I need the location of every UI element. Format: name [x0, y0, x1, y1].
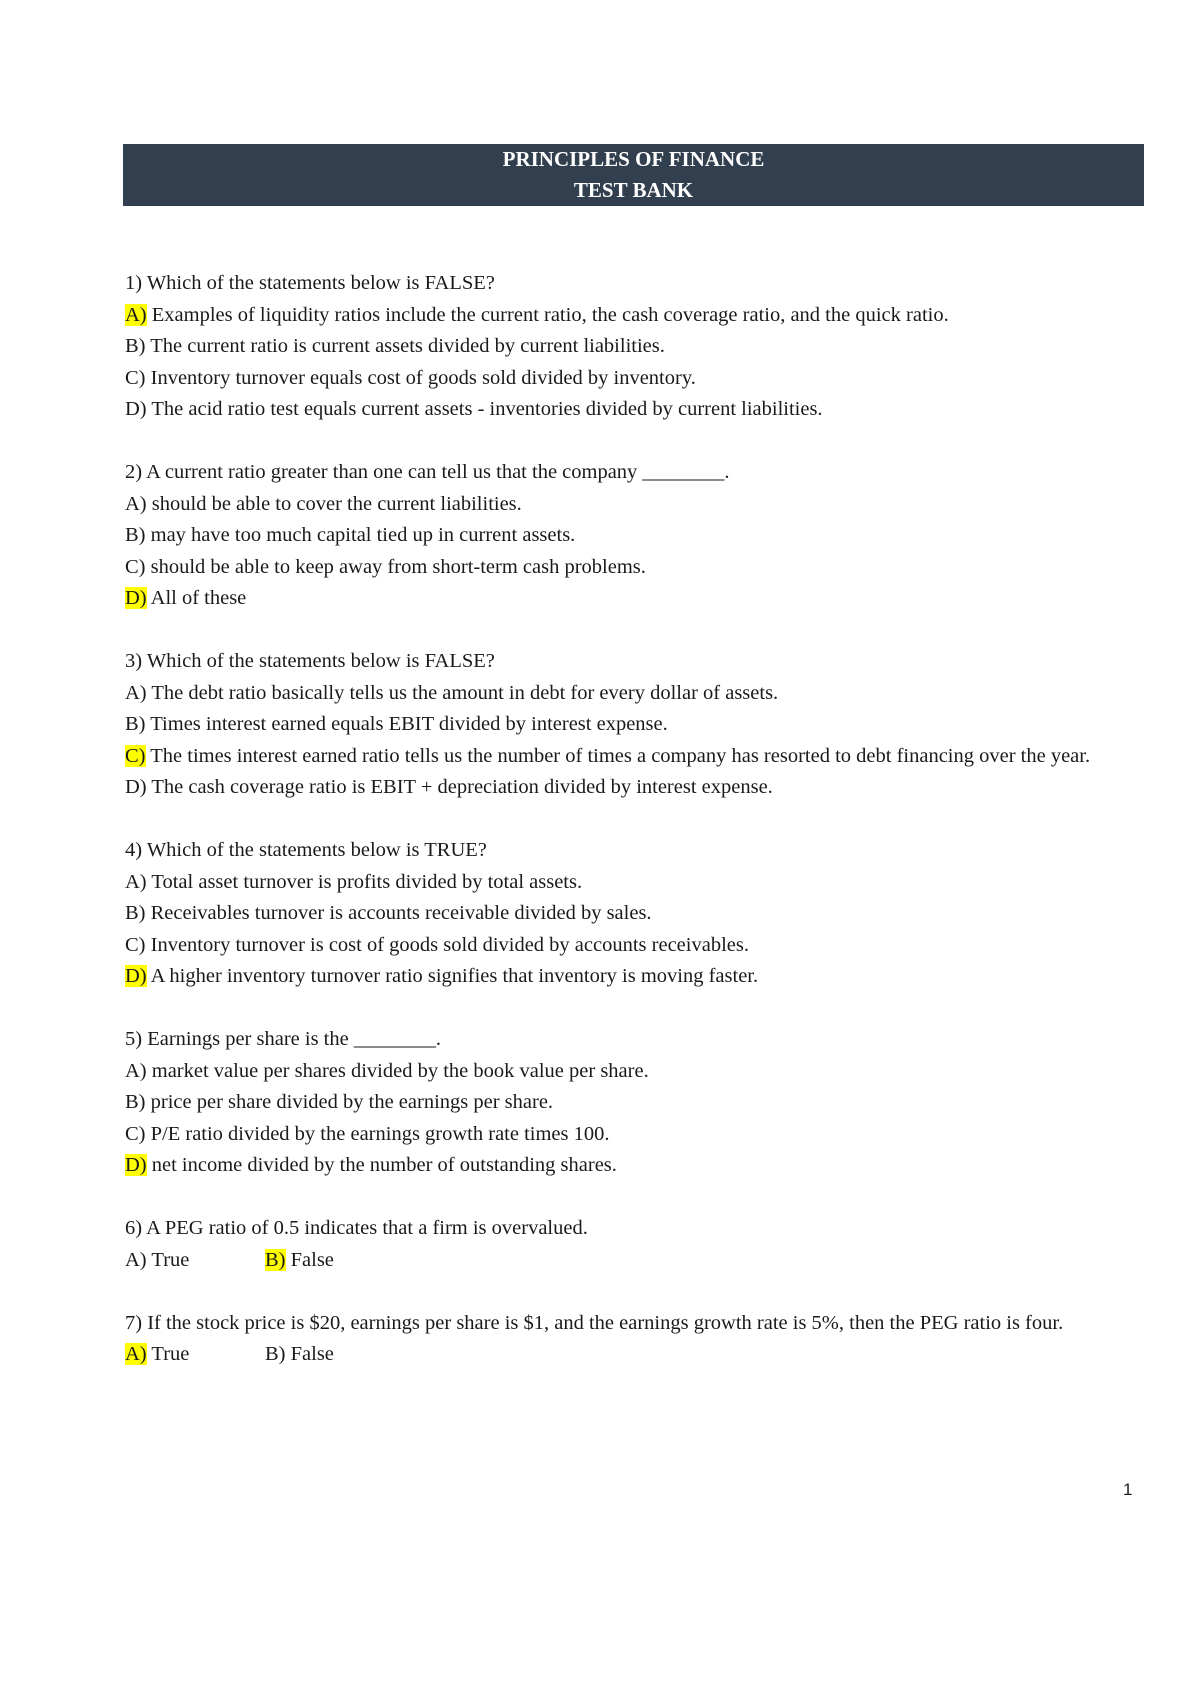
option-letter: B): [265, 1343, 286, 1365]
option-letter: A): [125, 492, 147, 515]
option-letter: C): [125, 366, 146, 389]
question-list: [125, 268, 1145, 1402]
option-text: True: [146, 1343, 190, 1365]
option-text: Inventory turnover is cost of goods sold divided by accounts receivables.: [145, 933, 749, 956]
correct-answer-highlight: A): [125, 1343, 147, 1365]
title-line-1: PRINCIPLES OF FINANCE: [502, 147, 765, 171]
answer-option: [125, 1056, 1145, 1088]
option-text: net income divided by the number of outstanding shares.: [146, 1154, 617, 1176]
option-letter: B): [125, 524, 146, 546]
option-text: A higher inventory turnover ratio signifies that inventory is moving faster.: [146, 965, 759, 987]
option-letter: A): [125, 1248, 147, 1271]
option-text: The acid ratio test equals current assets - inventories divided by current liabilities.: [146, 398, 823, 420]
option-text: The current ratio is current assets divided by current liabilities.: [145, 335, 665, 357]
question-prompt: 3) Which of the statements below is FALSE?: [125, 650, 495, 672]
question-prompt: 6) A PEG ratio of 0.5 indicates that a firm is overvalued.: [125, 1217, 588, 1239]
answer-option: [125, 772, 1145, 804]
correct-answer-highlight: B): [265, 1248, 286, 1271]
answer-option: [125, 583, 1145, 615]
correct-answer-highlight: D): [125, 587, 147, 609]
option-letter: A): [125, 1059, 147, 1082]
question-1: [125, 268, 1145, 426]
correct-answer-highlight: D): [125, 965, 147, 987]
option-text: market value per shares divided by the book value per share.: [146, 1059, 649, 1082]
true-false-options: [125, 1245, 1145, 1277]
option-text: Examples of liquidity ratios include the current ratio, the cash coverage ratio, and the quick ratio.: [146, 303, 949, 326]
title-line-2: TEST BANK: [573, 178, 694, 202]
answer-option: [125, 930, 1145, 962]
answer-option: [125, 1119, 1145, 1151]
option-letter: A): [125, 681, 147, 704]
option-text: Total asset turnover is profits divided by total assets.: [146, 870, 583, 893]
option-letter: B): [125, 335, 146, 357]
question-2: [125, 457, 1145, 615]
answer-option: [125, 898, 1145, 930]
answer-option: [125, 961, 1145, 993]
question-prompt: 5) Earnings per share is the ________.: [125, 1028, 441, 1050]
option-letter: C): [125, 933, 146, 956]
answer-option: [265, 1245, 334, 1277]
correct-answer-highlight: C): [125, 744, 146, 767]
option-letter: B): [125, 1091, 146, 1113]
question-prompt: 7) If the stock price is $20, earnings per share is $1, and the earnings growth rate is 5%, then the PEG ratio is four.: [125, 1311, 1064, 1334]
answer-option: [125, 867, 1145, 899]
option-text: should be able to cover the current liabilities.: [146, 492, 522, 515]
answer-option: [125, 709, 1145, 741]
question-prompt: 1) Which of the statements below is FALSE?: [125, 272, 495, 294]
answer-option: [125, 331, 1145, 363]
answer-option: [125, 394, 1145, 426]
option-text: All of these: [146, 587, 247, 609]
question-5: [125, 1024, 1145, 1182]
question-6: [125, 1213, 1145, 1276]
answer-option: [125, 552, 1145, 584]
correct-answer-highlight: A): [125, 303, 147, 326]
question-prompt: 2) A current ratio greater than one can tell us that the company ________.: [125, 461, 730, 483]
answer-option: [125, 300, 1145, 332]
true-false-options: [125, 1339, 1145, 1371]
option-letter: B): [125, 713, 146, 735]
option-text: Times interest earned equals EBIT divided by interest expense.: [145, 713, 668, 735]
correct-answer-highlight: D): [125, 1154, 147, 1176]
page-number: 1: [1123, 1480, 1133, 1499]
answer-option: [265, 1339, 334, 1371]
option-letter: B): [125, 902, 146, 924]
option-text: Inventory turnover equals cost of goods sold divided by inventory.: [145, 366, 696, 389]
question-7: [125, 1308, 1145, 1371]
question-prompt: 4) Which of the statements below is TRUE?: [125, 839, 487, 861]
option-letter: D): [125, 398, 147, 420]
option-text: may have too much capital tied up in current assets.: [145, 524, 576, 546]
option-text: False: [285, 1343, 334, 1365]
option-letter: D): [125, 776, 147, 798]
option-letter: C): [125, 1122, 146, 1145]
answer-option: [125, 1087, 1145, 1119]
option-text: Receivables turnover is accounts receivable divided by sales.: [145, 902, 652, 924]
option-text: False: [285, 1248, 334, 1271]
option-text: True: [146, 1248, 190, 1271]
answer-option: [125, 741, 1145, 773]
option-text: The debt ratio basically tells us the amount in debt for every dollar of assets.: [146, 681, 779, 704]
answer-option: [125, 489, 1145, 521]
option-text: The times interest earned ratio tells us the number of times a company has resorted to debt financing over the year.: [145, 744, 1091, 767]
answer-option: [125, 1245, 265, 1277]
option-text: The cash coverage ratio is EBIT + depreciation divided by interest expense.: [146, 776, 773, 798]
answer-option: [125, 1150, 1145, 1182]
answer-option: [125, 678, 1145, 710]
answer-option: [125, 363, 1145, 395]
option-text: should be able to keep away from short-term cash problems.: [145, 555, 646, 578]
option-text: price per share divided by the earnings per share.: [145, 1091, 554, 1113]
option-letter: A): [125, 870, 147, 893]
option-text: P/E ratio divided by the earnings growth rate times 100.: [145, 1122, 610, 1145]
answer-option: [125, 520, 1145, 552]
question-4: [125, 835, 1145, 993]
title-banner: [123, 144, 1144, 206]
option-letter: C): [125, 555, 146, 578]
question-3: [125, 646, 1145, 804]
answer-option: [125, 1339, 265, 1371]
